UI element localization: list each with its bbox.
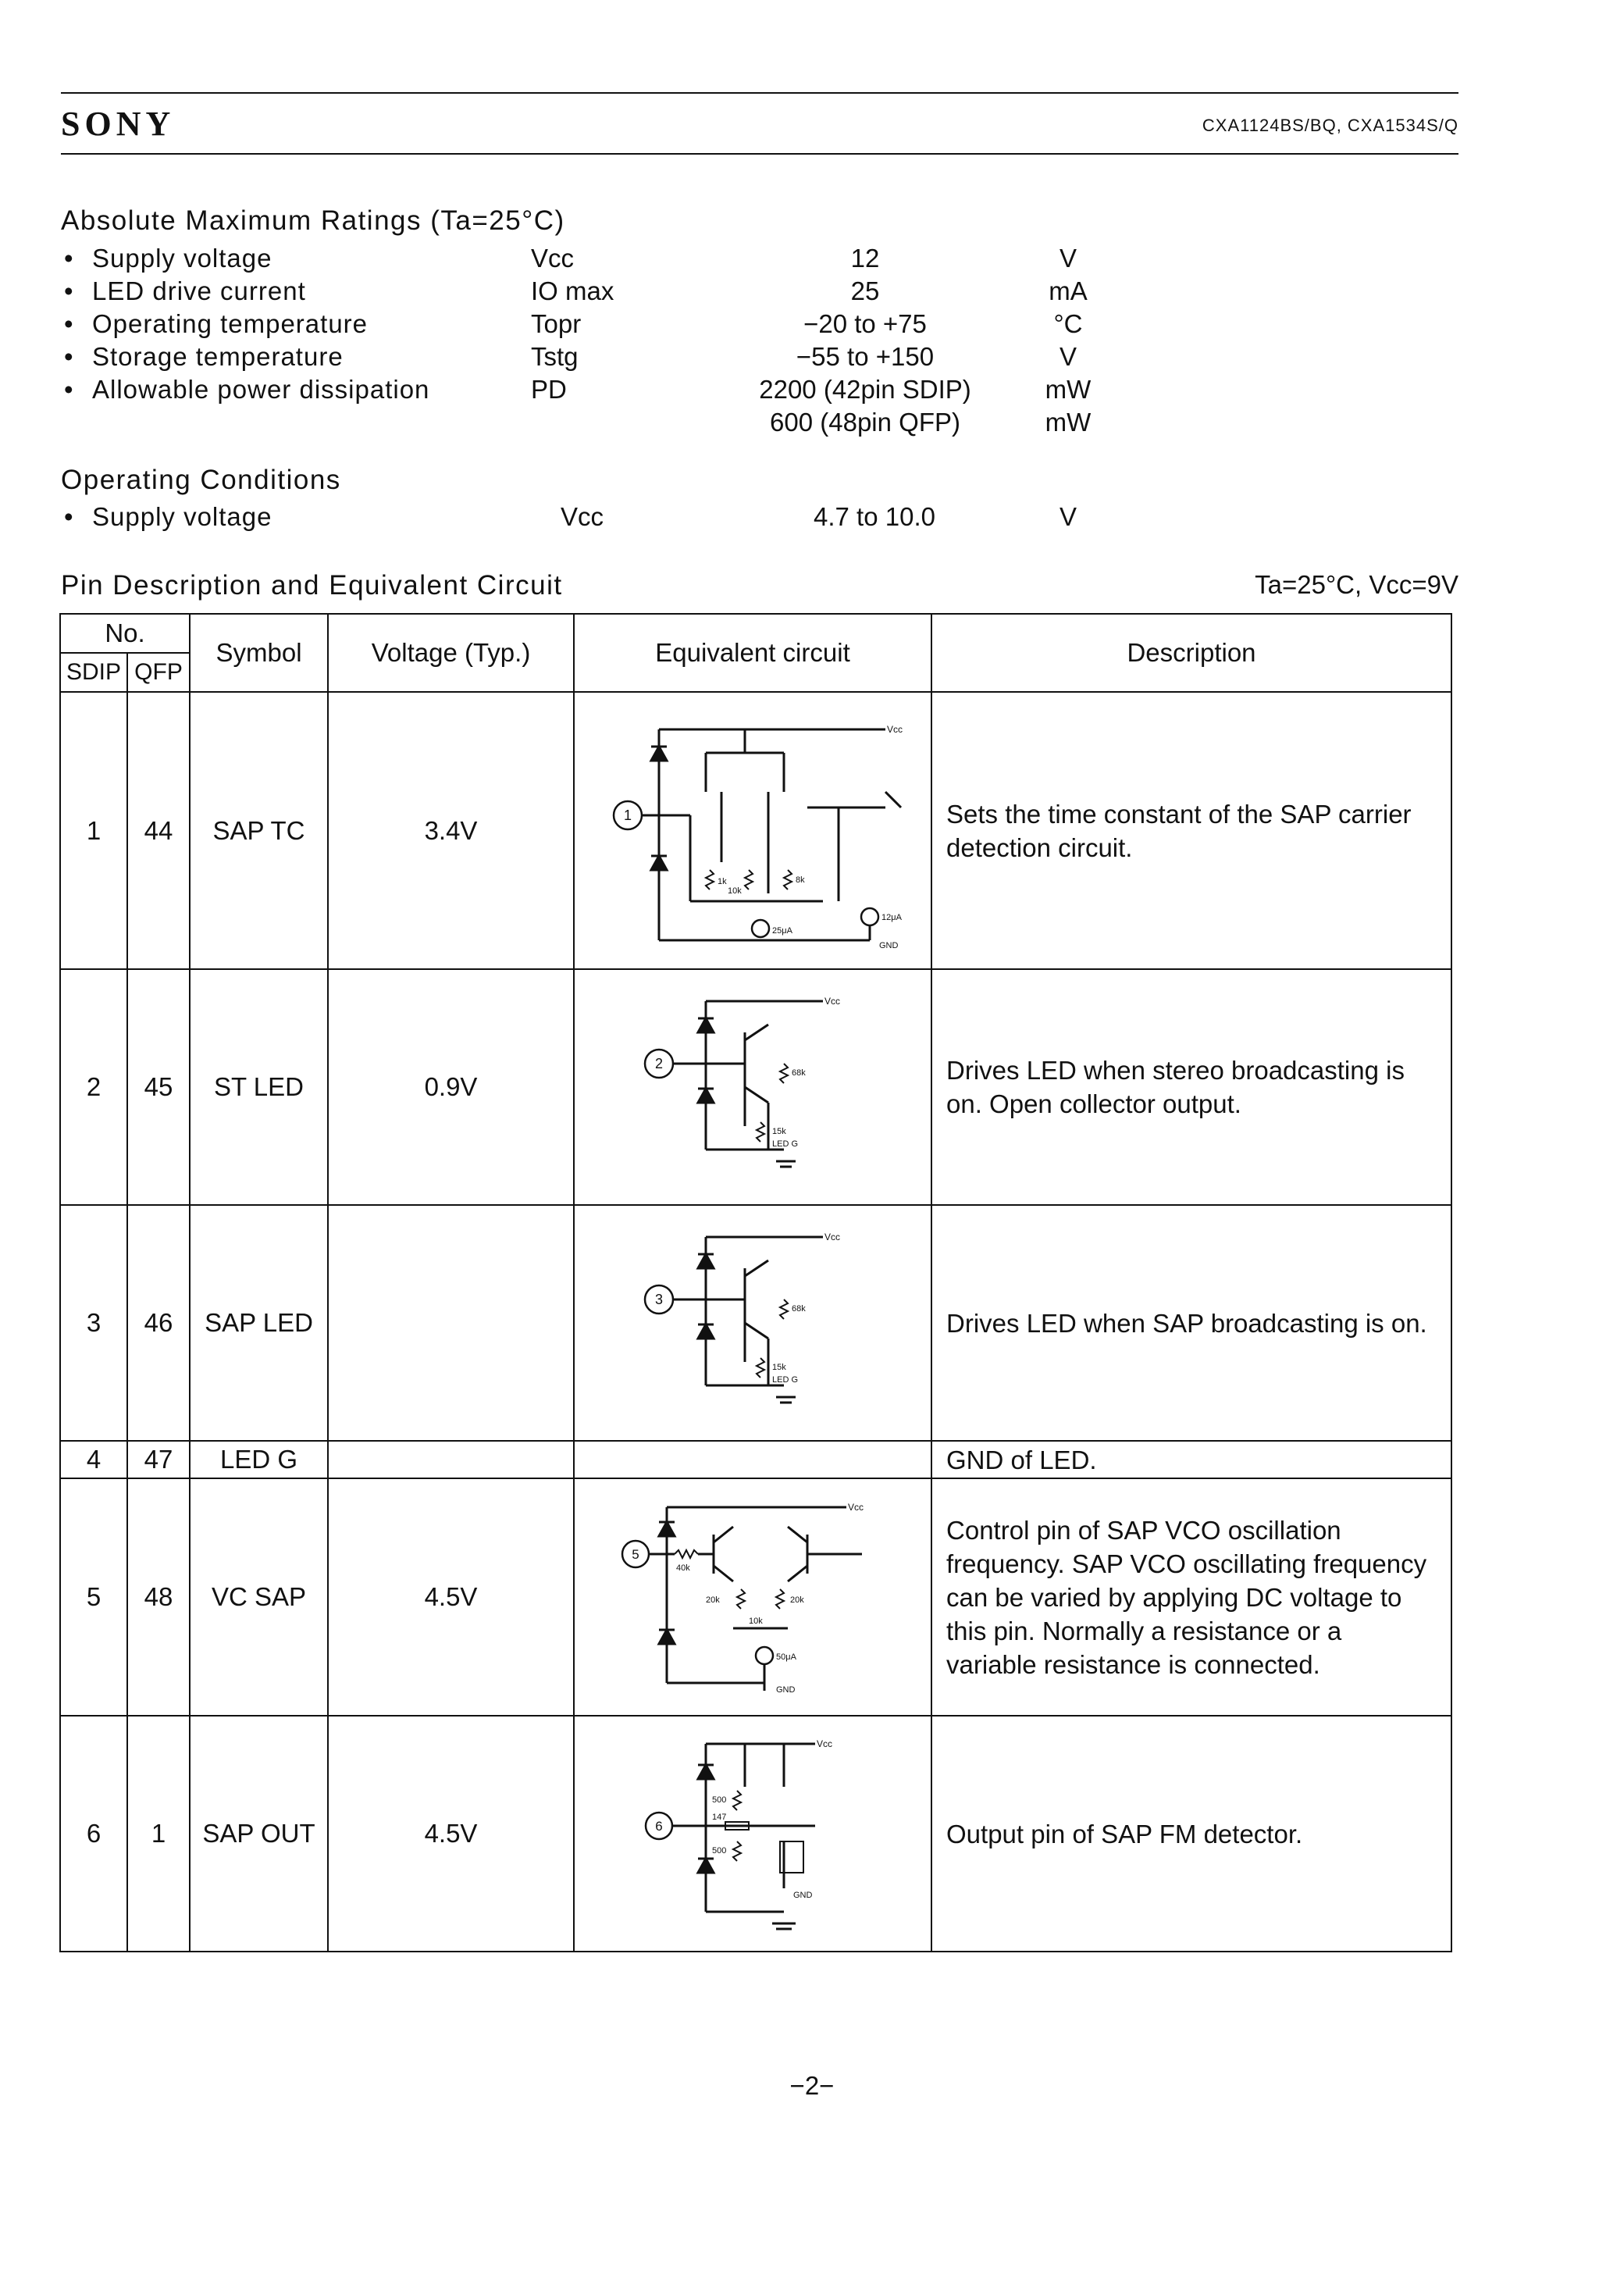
svg-text:GND: GND: [793, 1891, 813, 1900]
equivalent-circuit-4: [574, 1441, 931, 1478]
table-row: 2 45 ST LED 0.9V Vcc 2 68k 15k LED G Drives LED when stereo broadcasting is on. Open collector output.: [60, 969, 1451, 1205]
svg-text:1k: 1k: [718, 876, 727, 886]
abs-max-title: Absolute Maximum Ratings (Ta=25°C): [61, 205, 565, 236]
equivalent-circuit-1: [574, 692, 931, 969]
svg-text:Vcc: Vcc: [824, 1232, 841, 1242]
bullet: •: [64, 375, 73, 404]
table-row: 1 44 SAP TC 3.4V Vcc 1 1k 10k 8k 25μA 12μA GND Sets the time constant of the SAP carrier detection circuit.: [60, 692, 1451, 969]
svg-text:68k: 68k: [792, 1068, 806, 1078]
bullet: •: [64, 502, 73, 531]
header-top-rule: [61, 92, 1458, 94]
equivalent-circuit-2: [574, 969, 931, 1205]
bullet: •: [64, 276, 73, 305]
equivalent-circuit-3: [574, 1205, 931, 1441]
svg-text:15k: 15k: [772, 1363, 786, 1372]
table-row: 4 47 LED G GND of LED.: [60, 1441, 1451, 1478]
svg-text:1: 1: [624, 807, 632, 823]
svg-text:20k: 20k: [706, 1595, 720, 1605]
svg-text:147: 147: [712, 1813, 727, 1822]
svg-text:68k: 68k: [792, 1304, 806, 1314]
pin-description: Drives LED when SAP broadcasting is on.: [931, 1205, 1451, 1441]
pin-table: [59, 613, 1452, 1952]
bullet: •: [64, 342, 73, 371]
header-voltage: Voltage (Typ.): [328, 614, 574, 692]
svg-text:Vcc: Vcc: [887, 723, 903, 735]
svg-text:10k: 10k: [728, 886, 742, 896]
table-row: 3 46 SAP LED Vcc 3 68k 15k LED G Drives LED when SAP broadcasting is on.: [60, 1205, 1451, 1441]
header-sdip: SDIP: [60, 653, 127, 692]
svg-text:12μA: 12μA: [881, 912, 902, 922]
header-circuit: Equivalent circuit: [574, 614, 931, 692]
table-row: 5 48 VC SAP 4.5V Vcc 5 40k 20k 20k 10k 50μA GND Control pin of SAP VCO oscillation frequency. SAP VCO oscillating frequency can be varied by applying DC voltage to this pin. Normally a resistance or a variable resistance is connected.: [60, 1478, 1451, 1716]
svg-text:Vcc: Vcc: [817, 1738, 833, 1749]
table-row: 6 1 SAP OUT 4.5V Vcc 6 500 147 500 GND Output pin of SAP FM detector.: [60, 1716, 1451, 1952]
header-qfp: QFP: [127, 653, 190, 692]
pin-description: Drives LED when stereo broadcasting is on. Open collector output.: [931, 969, 1451, 1205]
svg-text:40k: 40k: [676, 1563, 690, 1573]
pin-description: Control pin of SAP VCO oscillation frequency. SAP VCO oscillating frequency can be varied by applying DC voltage to this pin. Normally a resistance or a variable resistance is connected.: [931, 1478, 1451, 1716]
page-number: −2−: [789, 2071, 835, 2100]
header-no: No.: [60, 614, 190, 653]
svg-text:25μA: 25μA: [772, 925, 792, 936]
operating-title: Operating Conditions: [61, 465, 341, 495]
pin-description: GND of LED.: [931, 1441, 1451, 1478]
svg-text:6: 6: [655, 1819, 663, 1834]
part-numbers: CXA1124BS/BQ, CXA1534S/Q: [1202, 116, 1458, 135]
svg-text:500: 500: [712, 1846, 727, 1856]
svg-text:20k: 20k: [790, 1595, 804, 1605]
svg-text:500: 500: [712, 1795, 727, 1805]
header-symbol: Symbol: [190, 614, 328, 692]
pin-table-title: Pin Description and Equivalent Circuit: [61, 570, 563, 601]
header-bottom-rule: [61, 153, 1458, 155]
svg-text:10k: 10k: [749, 1617, 763, 1626]
header-description: Description: [931, 614, 1451, 692]
svg-text:3: 3: [655, 1292, 664, 1307]
svg-text:LED G: LED G: [772, 1139, 799, 1149]
pin-description: Output pin of SAP FM detector.: [931, 1716, 1451, 1952]
bullet: •: [64, 244, 73, 273]
svg-text:Vcc: Vcc: [824, 996, 841, 1007]
svg-text:15k: 15k: [772, 1127, 786, 1136]
svg-text:GND: GND: [776, 1685, 796, 1695]
pin-table-condition: Ta=25°C, Vcc=9V: [1255, 570, 1458, 599]
sony-logo: SONY: [61, 105, 176, 143]
svg-text:5: 5: [632, 1547, 639, 1562]
equivalent-circuit-5: [574, 1478, 931, 1716]
pin-description: Sets the time constant of the SAP carrier detection circuit.: [931, 692, 1451, 969]
svg-text:LED G: LED G: [772, 1375, 799, 1385]
svg-text:2: 2: [655, 1056, 664, 1071]
svg-text:8k: 8k: [796, 875, 805, 885]
svg-text:50μA: 50μA: [776, 1652, 796, 1662]
bullet: •: [64, 309, 73, 338]
svg-text:Vcc: Vcc: [848, 1502, 864, 1513]
svg-text:GND: GND: [879, 940, 899, 950]
equivalent-circuit-6: [574, 1716, 931, 1952]
